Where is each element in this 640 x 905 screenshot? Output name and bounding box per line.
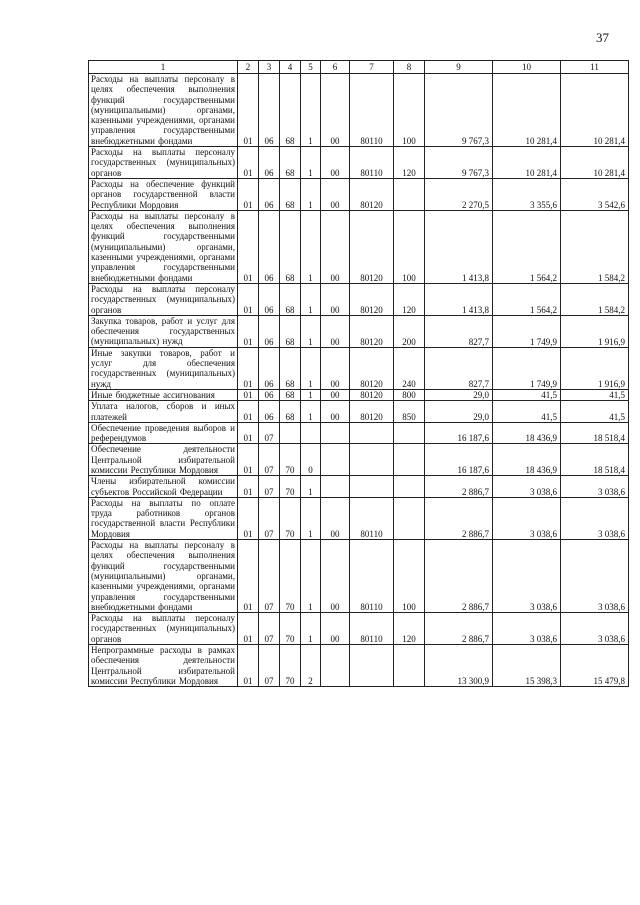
code-cell: 120: [394, 283, 425, 315]
amount-cell: 29,0: [425, 401, 493, 423]
amount-cell: 16 187,6: [425, 444, 493, 476]
code-cell: 100: [394, 540, 425, 613]
table-row: [89, 315, 629, 347]
code-cell: [350, 444, 394, 476]
code-cell: 1: [301, 178, 321, 210]
code-cell: 70: [280, 613, 301, 645]
code-cell: 1: [301, 476, 321, 498]
code-cell: 06: [259, 178, 280, 210]
amount-cell: 1 749,9: [493, 347, 561, 389]
amount-cell: 1 413,8: [425, 283, 493, 315]
row-description: Члены избирательной комиссии субъектов Российской Федерации: [89, 476, 238, 498]
code-cell: 07: [259, 444, 280, 476]
amount-cell: 9 767,3: [425, 74, 493, 147]
amount-cell: 1 564,2: [493, 283, 561, 315]
code-cell: 1: [301, 497, 321, 539]
amount-cell: 2 886,7: [425, 476, 493, 498]
code-cell: 1: [301, 389, 321, 400]
col-header: 4: [280, 61, 301, 74]
table-row: [89, 283, 629, 315]
code-cell: 01: [238, 540, 259, 613]
budget-table: [88, 60, 629, 687]
table-row: [89, 347, 629, 389]
amount-cell: 827,7: [425, 347, 493, 389]
code-cell: [394, 422, 425, 444]
table-row: [89, 613, 629, 645]
code-cell: 00: [321, 497, 350, 539]
amount-cell: 3 038,6: [493, 540, 561, 613]
code-cell: 68: [280, 347, 301, 389]
code-cell: 00: [321, 283, 350, 315]
code-cell: 01: [238, 210, 259, 283]
code-cell: 06: [259, 147, 280, 179]
table-row: [89, 645, 629, 687]
col-header: 3: [259, 61, 280, 74]
code-cell: 100: [394, 74, 425, 147]
code-cell: 06: [259, 210, 280, 283]
code-cell: [321, 645, 350, 687]
amount-cell: 3 038,6: [561, 540, 629, 613]
amount-cell: 18 518,4: [561, 444, 629, 476]
code-cell: [394, 497, 425, 539]
code-cell: 01: [238, 476, 259, 498]
row-description: Непрограммные расходы в рамках обеспечения деятельности Центральной избирательной комиссии Республики Мордовия: [89, 645, 238, 687]
row-description: Расходы на выплаты персоналу в целях обеспечения выполнения функций государственными (муниципальными) органами, казенными учреждениями, органами управления государственными внебюджетными фондами: [89, 540, 238, 613]
code-cell: [301, 422, 321, 444]
header-row: [89, 61, 629, 74]
amount-cell: 15 398,3: [493, 645, 561, 687]
code-cell: [321, 422, 350, 444]
amount-cell: 10 281,4: [493, 147, 561, 179]
code-cell: 06: [259, 347, 280, 389]
table-row: [89, 74, 629, 147]
col-header: 9: [425, 61, 493, 74]
code-cell: 80110: [350, 613, 394, 645]
amount-cell: 18 436,9: [493, 422, 561, 444]
row-description: Расходы на выплаты персоналу в целях обеспечения выполнения функций государственными (муниципальными) органами, казенными учреждениями, органами управления государственными внебюджетными фондами: [89, 74, 238, 147]
code-cell: 80120: [350, 210, 394, 283]
code-cell: 01: [238, 147, 259, 179]
amount-cell: 1 413,8: [425, 210, 493, 283]
code-cell: 200: [394, 315, 425, 347]
code-cell: 01: [238, 347, 259, 389]
col-header: 11: [561, 61, 629, 74]
table-row: [89, 178, 629, 210]
code-cell: 80120: [350, 401, 394, 423]
code-cell: 00: [321, 347, 350, 389]
table-row: [89, 476, 629, 498]
code-cell: 06: [259, 283, 280, 315]
code-cell: 70: [280, 497, 301, 539]
amount-cell: 2 270,5: [425, 178, 493, 210]
col-header: 6: [321, 61, 350, 74]
amount-cell: 3 038,6: [493, 476, 561, 498]
table-row: [89, 444, 629, 476]
code-cell: 1: [301, 540, 321, 613]
col-header: 10: [493, 61, 561, 74]
code-cell: 00: [321, 389, 350, 400]
table-row: [89, 210, 629, 283]
amount-cell: 1 916,9: [561, 315, 629, 347]
code-cell: [321, 444, 350, 476]
code-cell: 80120: [350, 347, 394, 389]
table-row: [89, 540, 629, 613]
code-cell: 80110: [350, 540, 394, 613]
amount-cell: 16 187,6: [425, 422, 493, 444]
code-cell: 68: [280, 389, 301, 400]
code-cell: 00: [321, 147, 350, 179]
code-cell: 80110: [350, 497, 394, 539]
amount-cell: 3 038,6: [561, 613, 629, 645]
code-cell: 01: [238, 645, 259, 687]
code-cell: 240: [394, 347, 425, 389]
amount-cell: 2 886,7: [425, 540, 493, 613]
row-description: Расходы на обеспечение функций органов государственной власти Республики Мордовия: [89, 178, 238, 210]
code-cell: 01: [238, 497, 259, 539]
code-cell: 01: [238, 389, 259, 400]
code-cell: 80120: [350, 315, 394, 347]
amount-cell: 3 038,6: [493, 497, 561, 539]
code-cell: 80110: [350, 147, 394, 179]
code-cell: 120: [394, 613, 425, 645]
amount-cell: 29,0: [425, 389, 493, 400]
code-cell: 1: [301, 347, 321, 389]
code-cell: 68: [280, 315, 301, 347]
code-cell: 06: [259, 401, 280, 423]
code-cell: 00: [321, 315, 350, 347]
code-cell: 01: [238, 315, 259, 347]
code-cell: 01: [238, 178, 259, 210]
code-cell: 68: [280, 74, 301, 147]
code-cell: 120: [394, 147, 425, 179]
code-cell: 80120: [350, 283, 394, 315]
code-cell: 68: [280, 401, 301, 423]
row-description: Расходы на выплаты персоналу государственных (муниципальных) органов: [89, 613, 238, 645]
code-cell: 07: [259, 497, 280, 539]
amount-cell: 3 038,6: [561, 476, 629, 498]
amount-cell: 1 584,2: [561, 283, 629, 315]
code-cell: 1: [301, 283, 321, 315]
col-header: 2: [238, 61, 259, 74]
code-cell: [394, 444, 425, 476]
amount-cell: 10 281,4: [561, 147, 629, 179]
code-cell: 07: [259, 422, 280, 444]
amount-cell: 41,5: [493, 401, 561, 423]
code-cell: 850: [394, 401, 425, 423]
code-cell: [394, 178, 425, 210]
table-row: [89, 389, 629, 400]
amount-cell: 18 518,4: [561, 422, 629, 444]
code-cell: 1: [301, 613, 321, 645]
code-cell: 1: [301, 74, 321, 147]
amount-cell: 10 281,4: [561, 74, 629, 147]
code-cell: 00: [321, 210, 350, 283]
row-description: Закупка товаров, работ и услуг для обеспечения государственных (муниципальных) нужд: [89, 315, 238, 347]
table-row: [89, 497, 629, 539]
code-cell: 2: [301, 645, 321, 687]
col-header: 1: [89, 61, 238, 74]
code-cell: 01: [238, 613, 259, 645]
amount-cell: 41,5: [493, 389, 561, 400]
code-cell: 00: [321, 74, 350, 147]
code-cell: 06: [259, 389, 280, 400]
code-cell: 01: [238, 74, 259, 147]
col-header: 8: [394, 61, 425, 74]
code-cell: [350, 645, 394, 687]
code-cell: [280, 422, 301, 444]
code-cell: [350, 422, 394, 444]
code-cell: 06: [259, 315, 280, 347]
amount-cell: 1 916,9: [561, 347, 629, 389]
code-cell: [321, 476, 350, 498]
row-description: Иные закупки товаров, работ и услуг для обеспечения государственных (муниципальных) нужд: [89, 347, 238, 389]
code-cell: 1: [301, 210, 321, 283]
code-cell: 00: [321, 178, 350, 210]
amount-cell: 9 767,3: [425, 147, 493, 179]
code-cell: 70: [280, 645, 301, 687]
table-row: [89, 401, 629, 423]
code-cell: 01: [238, 401, 259, 423]
amount-cell: 41,5: [561, 389, 629, 400]
code-cell: 80110: [350, 74, 394, 147]
col-header: 7: [350, 61, 394, 74]
table-row: [89, 147, 629, 179]
code-cell: 00: [321, 613, 350, 645]
code-cell: 07: [259, 613, 280, 645]
code-cell: 68: [280, 283, 301, 315]
amount-cell: 1 749,9: [493, 315, 561, 347]
code-cell: 1: [301, 315, 321, 347]
code-cell: 01: [238, 444, 259, 476]
amount-cell: 2 886,7: [425, 497, 493, 539]
code-cell: 68: [280, 178, 301, 210]
code-cell: 68: [280, 147, 301, 179]
code-cell: 07: [259, 476, 280, 498]
amount-cell: 827,7: [425, 315, 493, 347]
code-cell: 0: [301, 444, 321, 476]
code-cell: [394, 645, 425, 687]
row-description: Обеспечение проведения выборов и референдумов: [89, 422, 238, 444]
row-description: Уплата налогов, сборов и иных платежей: [89, 401, 238, 423]
code-cell: [350, 476, 394, 498]
code-cell: 00: [321, 540, 350, 613]
row-description: Иные бюджетные ассигнования: [89, 389, 238, 400]
code-cell: 80120: [350, 389, 394, 400]
row-description: Расходы на выплаты персоналу в целях обеспечения выполнения функций государственными (муниципальными) органами, казенными учреждениями, органами управления государственными внебюджетными фондами: [89, 210, 238, 283]
code-cell: 70: [280, 476, 301, 498]
amount-cell: 1 584,2: [561, 210, 629, 283]
code-cell: 100: [394, 210, 425, 283]
row-description: Обеспечение деятельности Центральной избирательной комиссии Республики Мордовия: [89, 444, 238, 476]
code-cell: 07: [259, 645, 280, 687]
row-description: Расходы на выплаты по оплате труда работников органов государственной власти Республики Мордовия: [89, 497, 238, 539]
code-cell: 01: [238, 422, 259, 444]
amount-cell: 13 300,9: [425, 645, 493, 687]
code-cell: 68: [280, 210, 301, 283]
code-cell: 80120: [350, 178, 394, 210]
amount-cell: 3 038,6: [561, 497, 629, 539]
table-row: [89, 422, 629, 444]
code-cell: 70: [280, 444, 301, 476]
amount-cell: 3 542,6: [561, 178, 629, 210]
code-cell: 1: [301, 401, 321, 423]
code-cell: 70: [280, 540, 301, 613]
amount-cell: 18 436,9: [493, 444, 561, 476]
row-description: Расходы на выплаты персоналу государственных (муниципальных) органов: [89, 147, 238, 179]
code-cell: 00: [321, 401, 350, 423]
amount-cell: 2 886,7: [425, 613, 493, 645]
amount-cell: 41,5: [561, 401, 629, 423]
code-cell: 1: [301, 147, 321, 179]
table-body: [89, 74, 629, 687]
code-cell: 800: [394, 389, 425, 400]
amount-cell: 3 355,6: [493, 178, 561, 210]
col-header: 5: [301, 61, 321, 74]
page-number: 37: [596, 30, 609, 45]
code-cell: 07: [259, 540, 280, 613]
code-cell: [394, 476, 425, 498]
code-cell: 01: [238, 283, 259, 315]
amount-cell: 1 564,2: [493, 210, 561, 283]
amount-cell: 3 038,6: [493, 613, 561, 645]
code-cell: 06: [259, 74, 280, 147]
row-description: Расходы на выплаты персоналу государственных (муниципальных) органов: [89, 283, 238, 315]
amount-cell: 10 281,4: [493, 74, 561, 147]
amount-cell: 15 479,8: [561, 645, 629, 687]
